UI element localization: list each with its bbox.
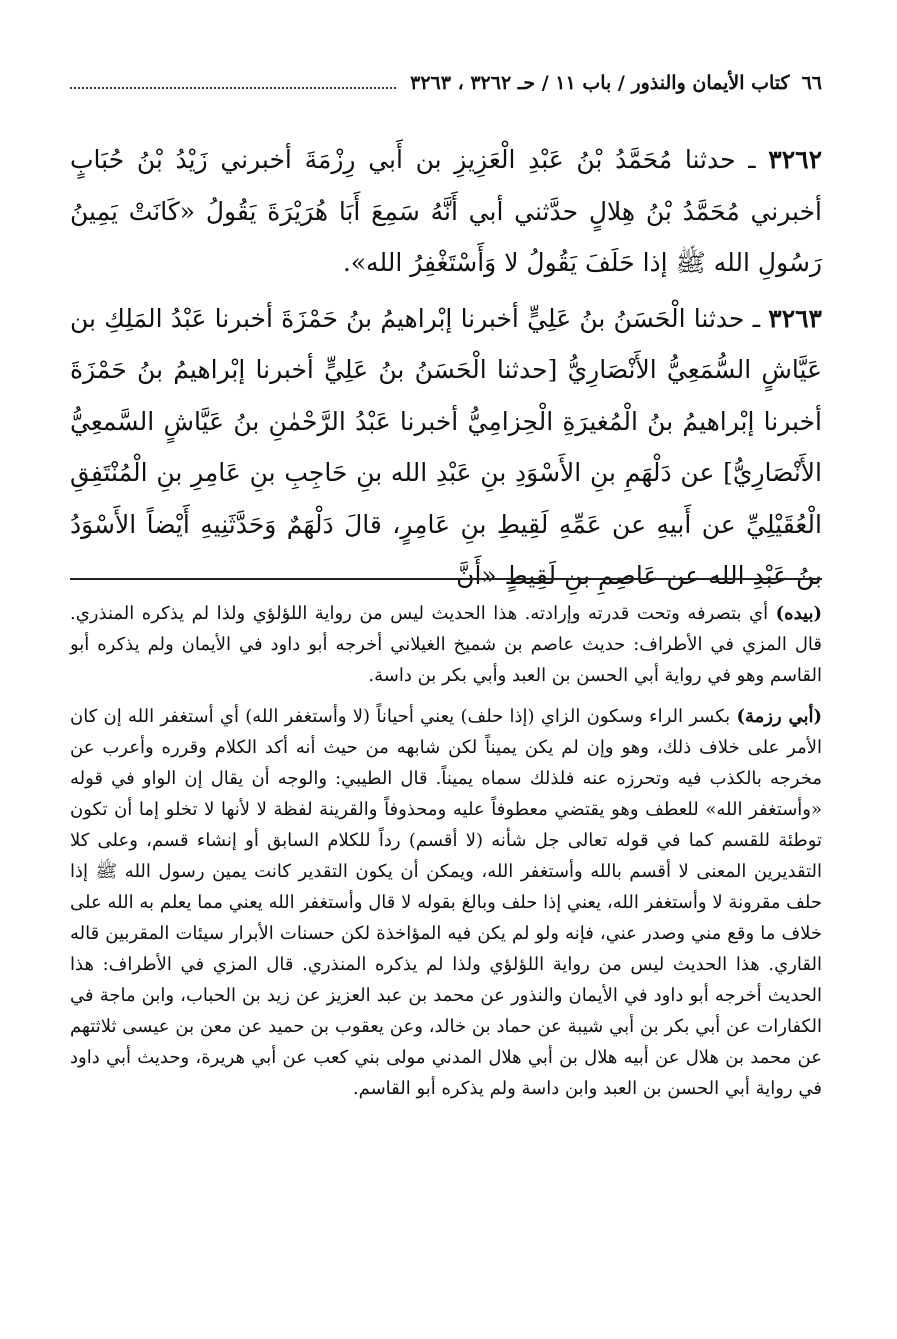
- chapter-title: كتاب الأيمان والنذور / باب ١١ / حـ ٣٢٦٢ ، ٣٢٦٣: [410, 72, 790, 94]
- footnote: [70, 598, 822, 691]
- hadith-body: حدثنا مُحَمَّدُ بْنُ عَبْدِ الْعَزِيزِ بن أَبي رِزْمَةَ أخبرني زَيْدُ بْنُ حُبَابٍ أخبرني مُحَمَّدُ بْنُ هِلالٍ حدَّثني أبي أَنَّهُ سَمِعَ أَبَا هُرَيْرَةَ يَقُولُ «كَانَتْ يَمِينُ رَسُولِ الله ﷺ إذا حَلَفَ يَقُولُ لا وَأَسْتَغْفِرُ الله».: [70, 145, 822, 277]
- dotted-leader: [70, 86, 396, 89]
- hadith-3262: [70, 134, 822, 289]
- footnote-term: (أبي رزمة): [736, 706, 822, 727]
- hadith-dash: ـ: [752, 303, 761, 333]
- footnote-term: (بيده): [775, 603, 822, 624]
- hadith-text: [70, 134, 822, 602]
- page-body: [70, 72, 822, 606]
- hadith-dash: ـ: [748, 145, 756, 174]
- running-header: [70, 72, 822, 112]
- footnote-divider: [70, 578, 822, 580]
- hadith-3263: [70, 293, 822, 602]
- hadith-number: ٣٢٦٢: [768, 145, 822, 174]
- hadith-number: ٣٢٦٣: [768, 303, 822, 333]
- footnote-text: بكسر الراء وسكون الزاي (إذا حلف) يعني أحياناً (لا وأستغفر الله) أي أستغفر الله إن كان الأمر على خلاف ذلك، وهو وإن لم يكن يميناً لكن شابهه من حيث أنه أكد الكلام وقرره وأعرب عن مخرجه بالكذب فيه وتحرزه عنه فلذلك سماه يميناً. قال الطيبي: والوجه أن يقال إن الواو في قوله «وأستغفر الله» للعطف وهو يقتضي معطوفاً عليه ومحذوفاً والقرينة لفظة لا لأنها لا تخلو إما أن تكون توطئة للقسم كما في قوله تعالى جل شأنه (لا أقسم) رداً للكلام السابق أو إنشاء قسم، وعلى كلا التقديرين المعنى لا أقسم بالله وأستغفر الله، ويمكن أن يكون التقدير كانت يمين رسول الله ﷺ إذا حلف مقرونة لا وأستغفر الله، يعني إذا حلف وبالغ بقوله لا قال وأستغفر الله يعني مما يعلم به الله على خلاف ما وقع مني وصدر عني، فإنه ولو لم يكن فيه المؤاخذة لكن حسنات الأبرار سيئات المقربين قاله القاري. هذا الحديث ليس من رواية اللؤلؤي ولذا لم يذكره المنذري. قال المزي في الأطراف: هذا الحديث أخرجه أبو داود في الأيمان والنذور عن محمد بن عبد العزيز عن زيد بن الحباب، وابن ماجة في الكفارات عن أبي بكر بن أبي شيبة عن حماد بن خالد، وعن يعقوب بن حميد عن معن بن عيسى ثلاثتهم عن محمد بن هلال عن أبيه هلال بن أبي هلال المدني مولى بني كعب عن أبي هريرة، وحديث أبي داود في رواية أبي الحسن بن العبد وابن داسة ولم يذكره أبو القاسم.: [70, 706, 823, 1099]
- hadith-body: حدثنا الْحَسَنُ بنُ عَلِيٍّ أخبرنا إبْراهيمُ بنُ حَمْزَةَ أخبرنا عَبْدُ المَلِكِ بن عَيَّاشٍ السُّمَعِيُّ الأَنْصَارِيُّ [حدثنا الْحَسَنُ بنُ عَلِيٍّ أخبرنا إبْراهيمُ بنُ حَمْزَةَ أخبرنا إبْراهيمُ بنُ الْمُغيرَةِ الْحِزامِيُّ أخبرنا عَبْدُ الرَّحْمٰنِ بنُ عَيَّاشٍ السَّمعِيُّ الأَنْصَارِيُّ] عن دَلْهَمِ بنِ الأَسْوَدِ بنِ عَبْدِ الله بنِ حَاجِبِ بنِ عَامِرِ بنِ الْمُنْتَفِقِ الْعُقَيْلِيِّ عن أَبيهِ عن عَمِّهِ لَقِيطِ بنِ عَامِرٍ، قالَ دَلْهَمٌ وَحَدَّثَنِيهِ أَيْضاً الأَسْوَدُ بنُ عَبْدِ الله عن عَاصِمِ بنِ لَقِيطٍ «أَنَّ: [70, 303, 822, 590]
- footnotes: [70, 598, 822, 1114]
- page-number: ٦٦: [801, 72, 822, 94]
- footnote: [70, 701, 822, 1104]
- footnote-text: أي بتصرفه وتحت قدرته وإرادته. هذا الحديث ليس من رواية اللؤلؤي ولذا لم يذكره المنذري. قال المزي في الأطراف: حديث عاصم بن شميخ الغيلاني أخرجه أبو داود في الأيمان ولم يذكره أبو القاسم وهو في رواية أبي الحسن بن العبد وأبي بكر بن داسة.: [70, 603, 822, 686]
